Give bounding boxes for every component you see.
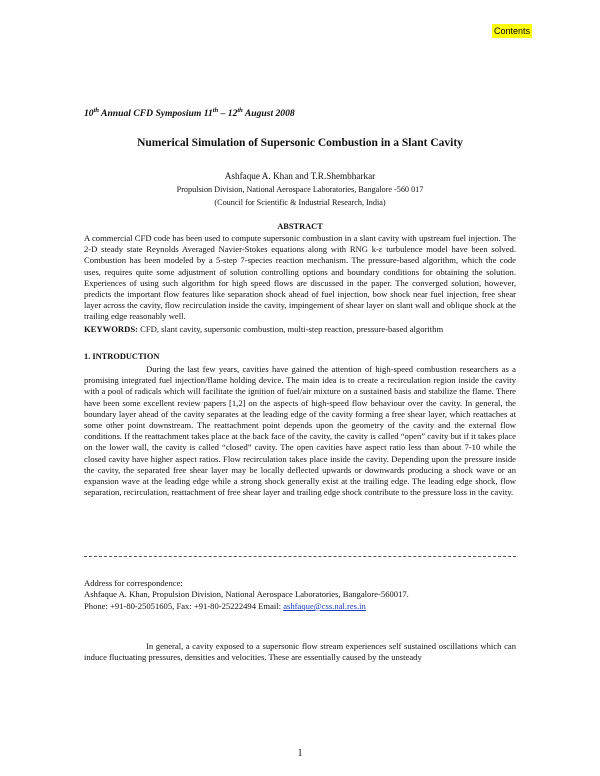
symposium-num: 10 <box>84 108 94 120</box>
footnote-address: Ashfaque A. Khan, Propulsion Division, National Aerospace Laboratories, Bangalore-560017. <box>84 589 409 600</box>
symposium-text: Annual CFD Symposium 11 <box>99 108 213 120</box>
symposium-header <box>84 107 295 119</box>
footnote-divider <box>84 556 516 557</box>
symposium-text: August 2008 <box>242 108 295 120</box>
footnote <box>84 578 409 612</box>
continuation-text: In general, a cavity exposed to a supersonic flow stream experiences self sustained oscillations which can induce fluctuating pressures, densities and velocities. These are essentially caused by the unsteady <box>84 641 516 663</box>
footnote-heading: Address for correspondence: <box>84 578 183 588</box>
paper-title: Numerical Simulation of Supersonic Combustion in a Slant Cavity <box>137 137 463 149</box>
contents-button[interactable]: Contents <box>493 26 531 36</box>
symposium-sup: th <box>93 107 100 114</box>
keywords-label: KEYWORDS: <box>84 324 138 334</box>
footnote-contact <box>84 601 409 612</box>
footnote-phone: Phone: +91-80-25051605, Fax: +91-80-25222494 Email: <box>84 600 284 611</box>
email-link[interactable]: ashfaque@css.nal.res.in <box>283 600 366 611</box>
affiliation: Propulsion Division, National Aerospace Laboratories, Bangalore -560 017 <box>176 185 424 194</box>
abstract-text: A commercial CFD code has been used to compute supersonic combustion in a slant cavity with upstream fuel injection. The 2-D steady state Reynolds Averaged Navier-Stokes equations along with RNG k-ε turbulence model have been solved. Combustion has been modeled by a 5-step 7-species reaction mechanism. The pressure-based algorithm, which the code uses, requires quite some adjustment of solution controlling options and boundary conditions for obtaining the solution. Experiences of using such algorithm for high speed flows are discussed in the paper. The converged solution, however, predicts the important flow features like separation shock ahead of fuel injection, bow shock near fuel injection, free shear layer across the cavity, flow recirculation inside the cavity, impingement of shear layer on slant wall and oblique shock at the trailing edge reasonably well. <box>84 233 516 322</box>
council: (Council for Scientific & Industrial Research, India) <box>214 198 386 207</box>
authors: Ashfaque A. Khan and T.R.Shembharkar <box>224 171 376 181</box>
page-number: 1 <box>297 748 303 759</box>
introduction-text: During the last few years, cavities have gained the attention of high-speed combustion researchers as a promising integrated fuel injection/flame holding device. The main idea is to create a recirculation region inside the cavity with a pool of radicals which will facilitate the ignition of fuel/air mixture on a sustained basis and stabilize the flame. There have been some excellent review papers [1,2] on the aspects of high-speed flow behaviour over the cavity. In general, the boundary layer ahead of the cavity separates at the leading edge of the cavity forming a free shear layer, which reattaches at some other point downstream. The reattachment point depends upon the geometry of the cavity and the external flow conditions. If the reattachment takes place at the back face of the cavity, the cavity is called “open” cavity but if it takes place on the lower wall, the cavity is called “closed” cavity. The open cavities have aspect ratio less than about 7-10 while the closed cavity have higher aspect ratios. Flow recirculation takes place inside the cavity. Depending upon the pressure inside the cavity, the separated free shear layer may be locally deflected upwards or downwards producing a shock wave or an expansion wave at the leading edge while a strong shock generally exist at the trailing edge. The leading edge shock, flow separation, recirculation, reattachment of free shear layer and trailing edge shock contribute to the pressure loss in the cavity. <box>84 364 516 498</box>
abstract-heading: ABSTRACT <box>277 222 323 231</box>
symposium-text: – 12 <box>218 108 238 120</box>
symposium-sup: th <box>237 107 243 114</box>
introduction-heading: 1. INTRODUCTION <box>84 352 160 361</box>
keywords <box>84 324 516 335</box>
keywords-text: CFD, slant cavity, supersonic combustion, multi-step reaction, pressure-based algorithm <box>137 324 444 334</box>
symposium-sup: th <box>212 107 219 114</box>
